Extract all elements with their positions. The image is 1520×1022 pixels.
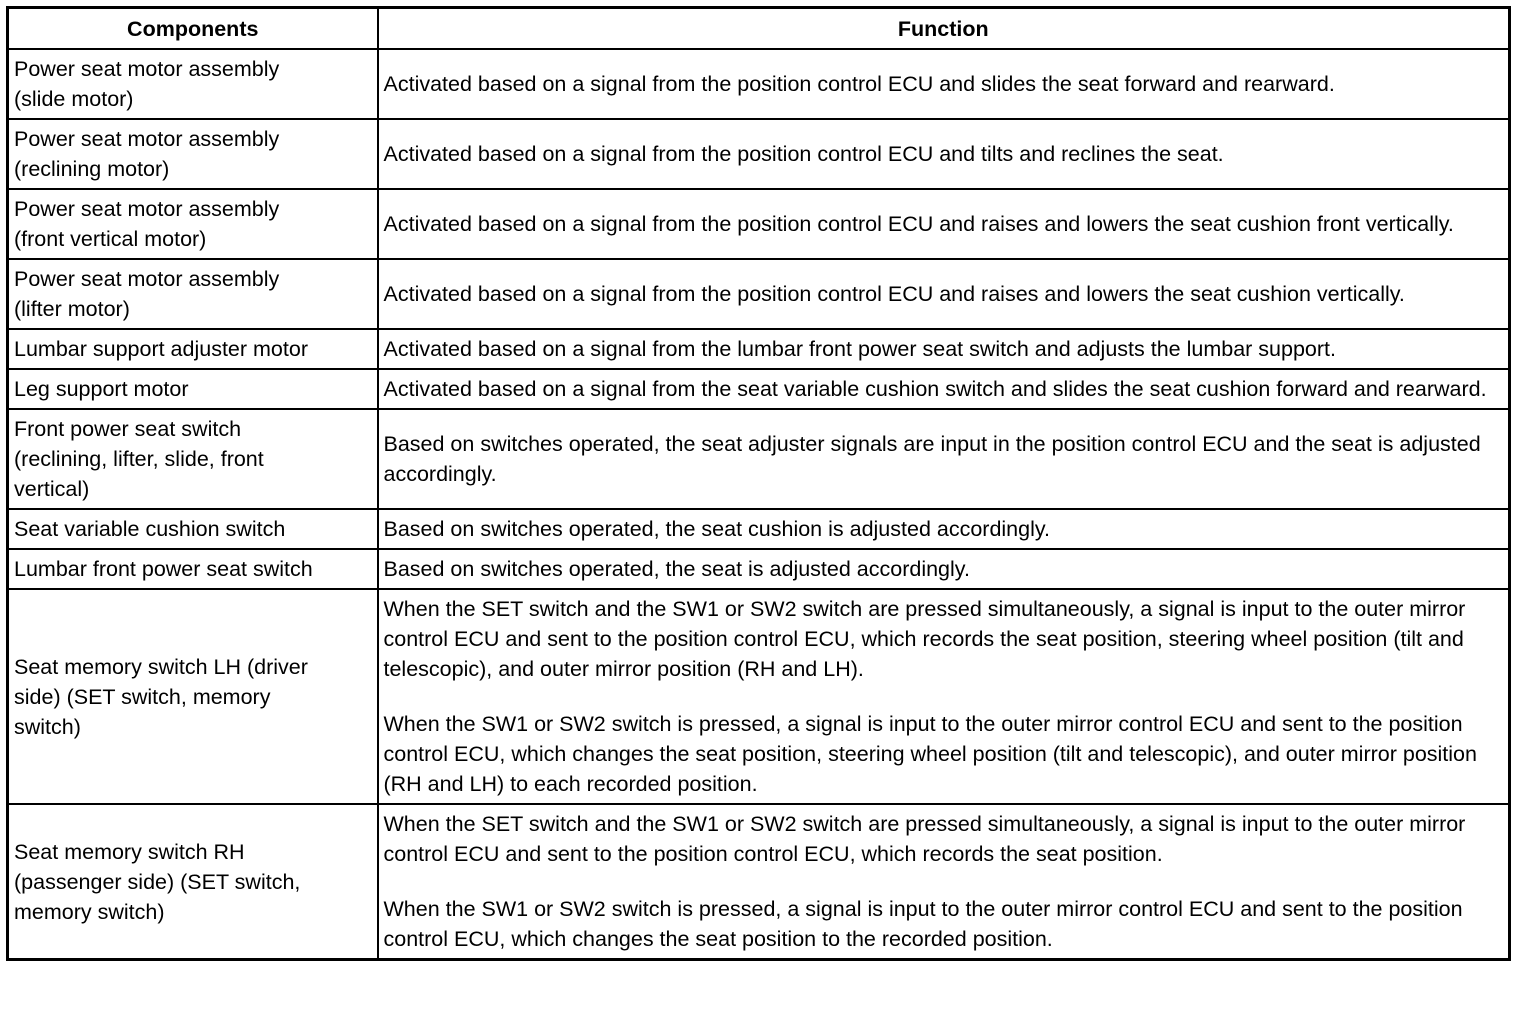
table-row xyxy=(8,509,1510,549)
component-cell xyxy=(8,409,378,509)
function-cell xyxy=(378,549,1510,589)
component-cell xyxy=(8,329,378,369)
component-line: memory switch) xyxy=(14,899,165,924)
components-function-table xyxy=(6,6,1511,961)
table-row xyxy=(8,409,1510,509)
component-line: (lifter motor) xyxy=(14,297,130,321)
header-components: Components xyxy=(8,8,378,50)
function-paragraph: Activated based on a signal from the position control ECU and raises and lowers the seat cushion front vertically. xyxy=(383,212,1454,236)
table-header-row xyxy=(8,8,1510,50)
component-cell xyxy=(8,804,378,960)
table-row xyxy=(8,49,1510,119)
table-row xyxy=(8,549,1510,589)
component-line: (slide motor) xyxy=(14,87,134,111)
component-line: Lumbar front power seat switch xyxy=(14,557,313,581)
table-row xyxy=(8,804,1510,960)
table-row xyxy=(8,259,1510,329)
component-line: Seat memory switch RH xyxy=(14,839,245,864)
component-cell xyxy=(8,509,378,549)
function-paragraph: Activated based on a signal from the position control ECU and raises and lowers the seat cushion vertically. xyxy=(383,282,1405,306)
component-line: Seat variable cushion switch xyxy=(14,517,286,541)
function-paragraph: Based on switches operated, the seat cushion is adjusted accordingly. xyxy=(383,517,1050,541)
function-cell xyxy=(378,509,1510,549)
component-line: side) (SET switch, memory xyxy=(14,684,271,709)
table-row xyxy=(8,329,1510,369)
table-body xyxy=(8,49,1510,960)
function-paragraph: When the SET switch and the SW1 or SW2 switch are pressed simultaneously, a signal is input to the outer mirror control ECU and sent to the position control ECU, which records the seat position. xyxy=(383,812,1466,866)
component-line: Lumbar support adjuster motor xyxy=(14,337,308,361)
component-cell xyxy=(8,549,378,589)
function-paragraph: Activated based on a signal from the lumbar front power seat switch and adjusts the lumbar support. xyxy=(383,337,1336,361)
function-cell xyxy=(378,369,1510,409)
component-line: Front power seat switch xyxy=(14,417,242,441)
component-line: Power seat motor assembly xyxy=(14,127,280,151)
function-cell xyxy=(378,804,1510,960)
function-cell xyxy=(378,409,1510,509)
component-line: (front vertical motor) xyxy=(14,227,207,251)
component-cell xyxy=(8,119,378,189)
component-line: (reclining motor) xyxy=(14,157,170,181)
function-cell xyxy=(378,259,1510,329)
function-paragraph: Activated based on a signal from the position control ECU and tilts and reclines the seat. xyxy=(383,142,1224,166)
function-paragraph: When the SW1 or SW2 switch is pressed, a signal is input to the outer mirror control ECU and sent to the position control ECU, which changes the seat position, steering wheel position (tilt and telescopic), and outer mirror position (RH and LH) to each recorded position. xyxy=(383,712,1477,796)
component-line: Power seat motor assembly xyxy=(14,197,280,221)
component-line: Power seat motor assembly xyxy=(14,57,280,81)
component-cell xyxy=(8,259,378,329)
component-line: Leg support motor xyxy=(14,377,189,401)
component-line: Power seat motor assembly xyxy=(14,267,280,291)
components-function-table-container xyxy=(6,6,1508,961)
function-paragraph: Based on switches operated, the seat is adjusted accordingly. xyxy=(383,557,970,581)
table-row xyxy=(8,369,1510,409)
function-paragraph: When the SW1 or SW2 switch is pressed, a signal is input to the outer mirror control ECU and sent to the position control ECU, which changes the seat position to the recorded position. xyxy=(383,897,1463,951)
component-line: vertical) xyxy=(14,477,90,501)
function-cell xyxy=(378,589,1510,804)
component-line: switch) xyxy=(14,714,81,739)
table-row xyxy=(8,189,1510,259)
function-cell xyxy=(378,119,1510,189)
function-cell xyxy=(378,329,1510,369)
function-cell xyxy=(378,189,1510,259)
component-cell xyxy=(8,589,378,804)
component-line: (reclining, lifter, slide, front xyxy=(14,447,264,471)
component-cell xyxy=(8,49,378,119)
function-paragraph: Based on switches operated, the seat adjuster signals are input in the position control ECU and the seat is adjusted accordingly. xyxy=(383,432,1481,486)
function-paragraph: Activated based on a signal from the seat variable cushion switch and slides the seat cushion forward and rearward. xyxy=(383,377,1487,401)
table-row xyxy=(8,119,1510,189)
component-line: Seat memory switch LH (driver xyxy=(14,654,308,679)
component-cell xyxy=(8,369,378,409)
function-paragraph: Activated based on a signal from the position control ECU and slides the seat forward and rearward. xyxy=(383,72,1335,96)
function-cell xyxy=(378,49,1510,119)
component-line: (passenger side) (SET switch, xyxy=(14,869,301,894)
function-paragraph: When the SET switch and the SW1 or SW2 switch are pressed simultaneously, a signal is input to the outer mirror control ECU and sent to the position control ECU, which records the seat position, steering wheel position (tilt and telescopic), and outer mirror position (RH and LH). xyxy=(383,597,1466,681)
header-function: Function xyxy=(378,8,1510,50)
component-cell xyxy=(8,189,378,259)
table-row xyxy=(8,589,1510,804)
